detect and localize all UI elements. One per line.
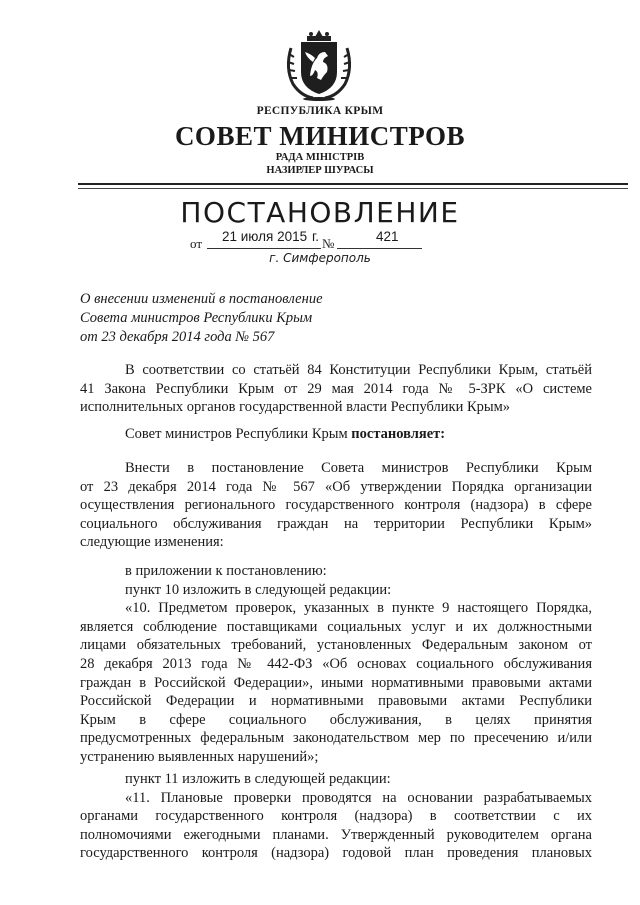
- amendment-line: Внести в постановление Совета министров Республики Крым: [125, 460, 592, 476]
- point11-intro: пункт 11 изложить в следующей редакции:: [125, 771, 391, 787]
- point11-line: государственного контроля (надзора) годовой план проведения плановых: [80, 845, 592, 862]
- subject-line: Совета министров Республики Крым: [80, 310, 313, 326]
- decree-city: г. Симферополь: [269, 251, 371, 265]
- point11-paragraph: [80, 770, 592, 863]
- decree-number: 421: [376, 229, 399, 244]
- point10-intro: пункт 10 изложить в следующей редакции:: [125, 581, 392, 598]
- header-divider-thin: [78, 188, 628, 189]
- amendment-line: осуществления регионального государственного контроля (надзора) в сфере: [80, 497, 592, 514]
- number-underline: [337, 248, 422, 249]
- point10-line: является соблюдение поставщиками социальных услуг и их должностными: [80, 618, 592, 635]
- crimea-coat-of-arms-icon: [283, 28, 355, 102]
- decree-subject: [80, 290, 323, 347]
- council-resolves-text: Совет министров Республики Крым: [125, 426, 352, 442]
- number-label: №: [322, 236, 335, 251]
- amendment-paragraph: [80, 459, 592, 552]
- point10-line: лицами обязательных требований, установленных Федеральным законом от: [80, 637, 592, 654]
- point10-line: предусмотренных федеральным законодательством мер по пресечению и/или: [80, 730, 592, 747]
- preamble-paragraph: [80, 361, 592, 417]
- decree-date: 21 июля 2015: [222, 229, 308, 244]
- subject-line: от 23 декабря 2014 года № 567: [80, 329, 275, 345]
- resolves-keyword: постановляет:: [351, 426, 446, 442]
- council-resolves-paragraph: [80, 425, 592, 444]
- preamble-line: исполнительных органов государственной власти Республики Крым»: [80, 399, 511, 416]
- decree-year-suffix: г.: [312, 229, 320, 244]
- point10-line: «10. Предметом проверок, указанных в пункте 9 настоящего Порядка,: [125, 600, 592, 617]
- point10-line: 28 декабря 2013 года № 442-ФЗ «Об основах социального обслуживания: [80, 655, 592, 672]
- preamble-line: В соответствии со статьёй 84 Конституции Республики Крым, статьёй: [125, 362, 592, 378]
- point10-line: граждан в Российской Федерации», иными нормативными правовыми актами: [80, 674, 592, 691]
- amendment-line: следующие изменения:: [80, 534, 224, 551]
- council-title-ukrainian: РАДА МІНІСТРІВ: [275, 152, 365, 163]
- amendment-line: социального обслуживания граждан на территории Республики Крым»: [80, 515, 592, 532]
- subject-line: О внесении изменений в постановление: [80, 291, 323, 307]
- point10-line: Крым в сфере социального обслуживания, в целях принятия: [80, 711, 592, 728]
- appendix-paragraph: [80, 562, 592, 767]
- date-from-label: от: [190, 236, 203, 251]
- council-title: СОВЕТ МИНИСТРОВ: [174, 121, 466, 151]
- decree-title: ПОСТАНОВЛЕНИЕ: [180, 196, 460, 229]
- republic-name: РЕСПУБЛИКА КРЫМ: [256, 105, 384, 117]
- header-divider-thick: [78, 183, 628, 185]
- appendix-line: в приложении к постановлению:: [125, 563, 327, 579]
- point11-line: «11. Плановые проверки проводятся на основании разрабатываемых: [125, 789, 592, 806]
- preamble-line: 41 Закона Республики Крым от 29 мая 2014 года № 5-ЗРК «О системе: [80, 380, 592, 397]
- amendment-line: от 23 декабря 2014 года № 567 «Об утверждении Порядка организации: [80, 478, 592, 495]
- point11-line: полномочиями ежегодными планами. Утвержденный руководителем органа: [80, 826, 592, 843]
- council-title-crimean-tatar: НАЗИРЛЕР ШУРАСЫ: [266, 165, 374, 176]
- point10-line: Российской Федерации и нормативными правовыми актами Республики: [80, 693, 592, 710]
- point11-line: органами государственного контроля (надзора) в соответствии с их: [80, 808, 592, 825]
- date-underline: [207, 248, 321, 249]
- point10-line: устранению выявленных нарушений»;: [80, 748, 319, 765]
